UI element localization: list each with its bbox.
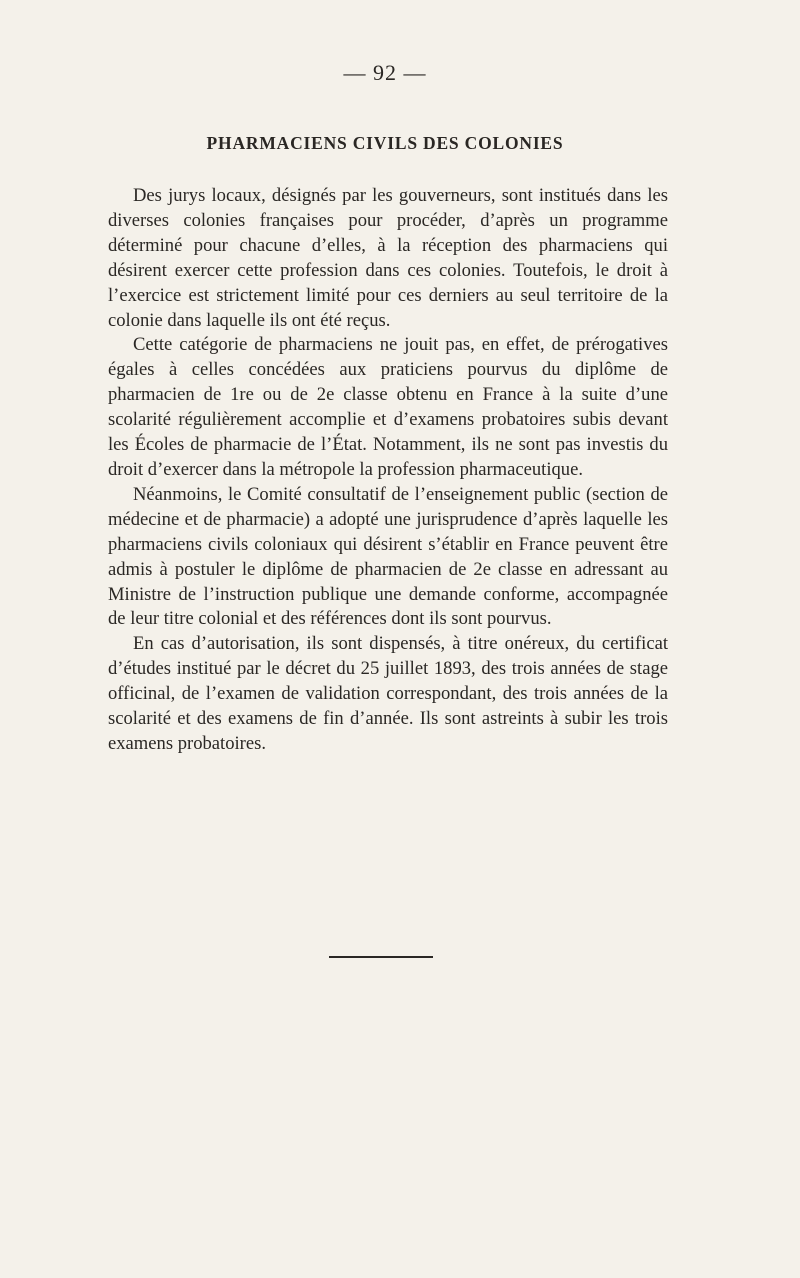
paragraph: Des jurys locaux, désignés par les gouverneurs, sont institués dans les diverses colonies françaises pour procéder, d’après un programme déterminé pour chacune d’elles, à la réception des pharmaciens qui désirent exercer cette profession dans ces colonies. Toutefois, le droit à l’exercice est strictement limité pour ces derniers au seul territoire de la colonie dans laquelle ils ont été reçus. bbox=[108, 185, 668, 331]
page-number: — 92 — bbox=[343, 60, 427, 85]
body-text bbox=[108, 184, 668, 757]
paragraph: Cette catégorie de pharmaciens ne jouit pas, en effet, de prérogatives égales à celles concédées aux praticiens pourvus du diplôme de pharmacien de 1re ou de 2e classe obtenu en France à la suite d’une scolarité régulièrement accomplie et d’examens probatoires subis devant les Écoles de pharmacie de l’État. Notamment, ils ne sont pas investis du droit d’exercer dans la métropole la profession pharmaceutique. bbox=[108, 334, 668, 480]
end-rule bbox=[329, 956, 433, 958]
paragraph: En cas d’autorisation, ils sont dispensés, à titre onéreux, du certificat d’études institué par le décret du 25 juillet 1893, des trois années de stage officinal, de l’examen de validation correspondant, des trois années de la scolarité et des examens de fin d’année. Ils sont astreints à subir les trois examens probatoires. bbox=[108, 633, 668, 754]
paragraph: Néanmoins, le Comité consultatif de l’enseignement public (section de médecine et de pharmacie) a adopté une jurisprudence d’après laquelle les pharmaciens civils coloniaux qui désirent s’établir en France peuvent être admis à postuler le diplôme de pharmacien de 2e classe en adressant au Ministre de l’instruction publique une demande conforme, accompagnée de leur titre colonial et des références dont ils sont pourvus. bbox=[108, 483, 668, 630]
section-heading: PHARMACIENS CIVILS DES COLONIES bbox=[206, 133, 564, 153]
